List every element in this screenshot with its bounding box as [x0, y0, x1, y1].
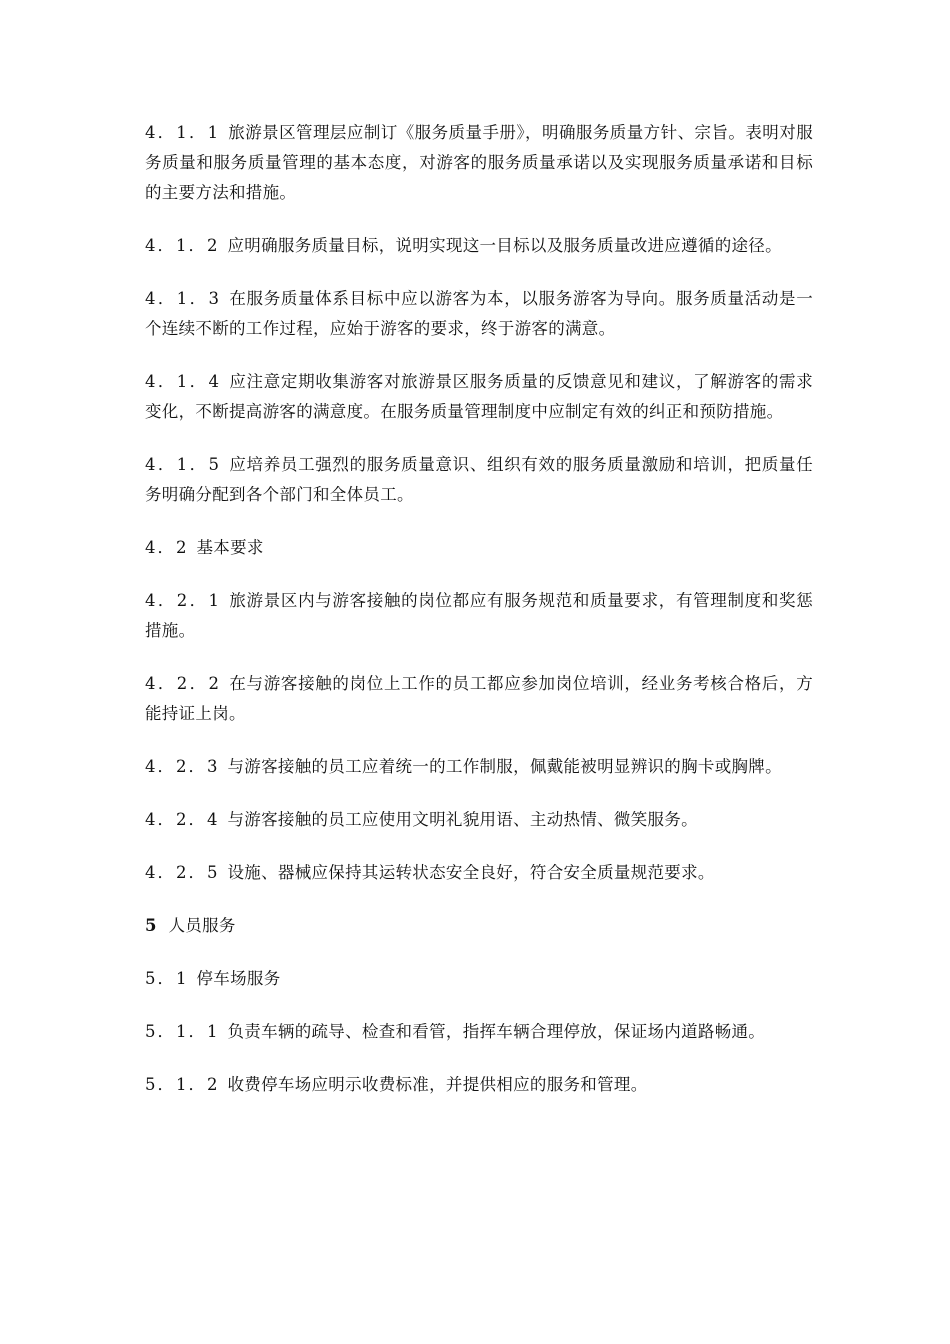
paragraph-4-1-2	[145, 231, 813, 261]
paragraph-4-2-2	[145, 669, 813, 729]
clause-number: 4．2．5	[145, 863, 220, 882]
paragraph-4-2-1	[145, 586, 813, 646]
paragraph-4-2-3	[145, 752, 813, 782]
paragraph-4-1-4	[145, 367, 813, 427]
paragraph-4-1-5	[145, 450, 813, 510]
clause-number: 4．2．3	[145, 757, 220, 776]
clause-text: 旅游景区管理层应制订《服务质量手册》，明确服务质量方针、宗旨。表明对服务质量和服务质量管理的基本态度，对游客的服务质量承诺以及实现服务质量承诺和目标的主要方法和措施。	[145, 123, 814, 202]
clause-number: 4．1．2	[145, 236, 220, 255]
clause-number: 4．1．3	[145, 289, 221, 308]
paragraph-4-2-4	[145, 805, 813, 835]
clause-text: 在服务质量体系目标中应以游客为本，以服务游客为导向。服务质量活动是一个连续不断的工作过程，应始于游客的要求，终于游客的满意。	[145, 289, 813, 338]
clause-text: 与游客接触的员工应着统一的工作制服，佩戴能被明显辨识的胸卡或胸牌。	[227, 757, 782, 776]
section-title: 停车场服务	[196, 969, 281, 988]
section-number: 5．1	[145, 969, 189, 988]
clause-number: 4．2．4	[145, 810, 220, 829]
chapter-number: 5	[145, 916, 159, 935]
clause-number: 4．1．5	[145, 455, 221, 474]
heading-5-1	[145, 964, 813, 994]
clause-text: 旅游景区内与游客接触的岗位都应有服务规范和质量要求，有管理制度和奖惩措施。	[145, 591, 813, 640]
clause-number: 4．1．4	[145, 372, 221, 391]
clause-text: 在与游客接触的岗位上工作的员工都应参加岗位培训，经业务考核合格后，方能持证上岗。	[145, 674, 813, 723]
clause-text: 设施、器械应保持其运转状态安全良好，符合安全质量规范要求。	[227, 863, 715, 882]
clause-number: 4．1．1	[145, 123, 221, 142]
paragraph-5-1-1	[145, 1017, 813, 1047]
paragraph-4-1-3	[145, 284, 813, 344]
clause-number: 5．1．2	[145, 1075, 220, 1094]
clause-text: 应培养员工强烈的服务质量意识、组织有效的服务质量激励和培训，把质量任务明确分配到各个部门和全体员工。	[145, 455, 813, 504]
clause-number: 5．1．1	[145, 1022, 220, 1041]
chapter-title: 人员服务	[168, 916, 236, 935]
clause-text: 负责车辆的疏导、检查和看管，指挥车辆合理停放，保证场内道路畅通。	[227, 1022, 766, 1041]
clause-text: 与游客接触的员工应使用文明礼貌用语、主动热情、微笑服务。	[227, 810, 698, 829]
document-body	[145, 118, 813, 1123]
section-title: 基本要求	[196, 538, 264, 557]
paragraph-4-2-5	[145, 858, 813, 888]
heading-5	[145, 911, 813, 941]
clause-text: 应明确服务质量目标，说明实现这一目标以及服务质量改进应遵循的途径。	[227, 236, 782, 255]
heading-4-2	[145, 533, 813, 563]
clause-number: 4．2．1	[145, 591, 221, 610]
paragraph-4-1-1	[145, 118, 813, 208]
clause-number: 4．2．2	[145, 674, 221, 693]
paragraph-5-1-2	[145, 1070, 813, 1100]
section-number: 4．2	[145, 538, 189, 557]
clause-text: 收费停车场应明示收费标准，并提供相应的服务和管理。	[227, 1075, 648, 1094]
clause-text: 应注意定期收集游客对旅游景区服务质量的反馈意见和建议，了解游客的需求变化，不断提高游客的满意度。在服务质量管理制度中应制定有效的纠正和预防措施。	[145, 372, 813, 421]
